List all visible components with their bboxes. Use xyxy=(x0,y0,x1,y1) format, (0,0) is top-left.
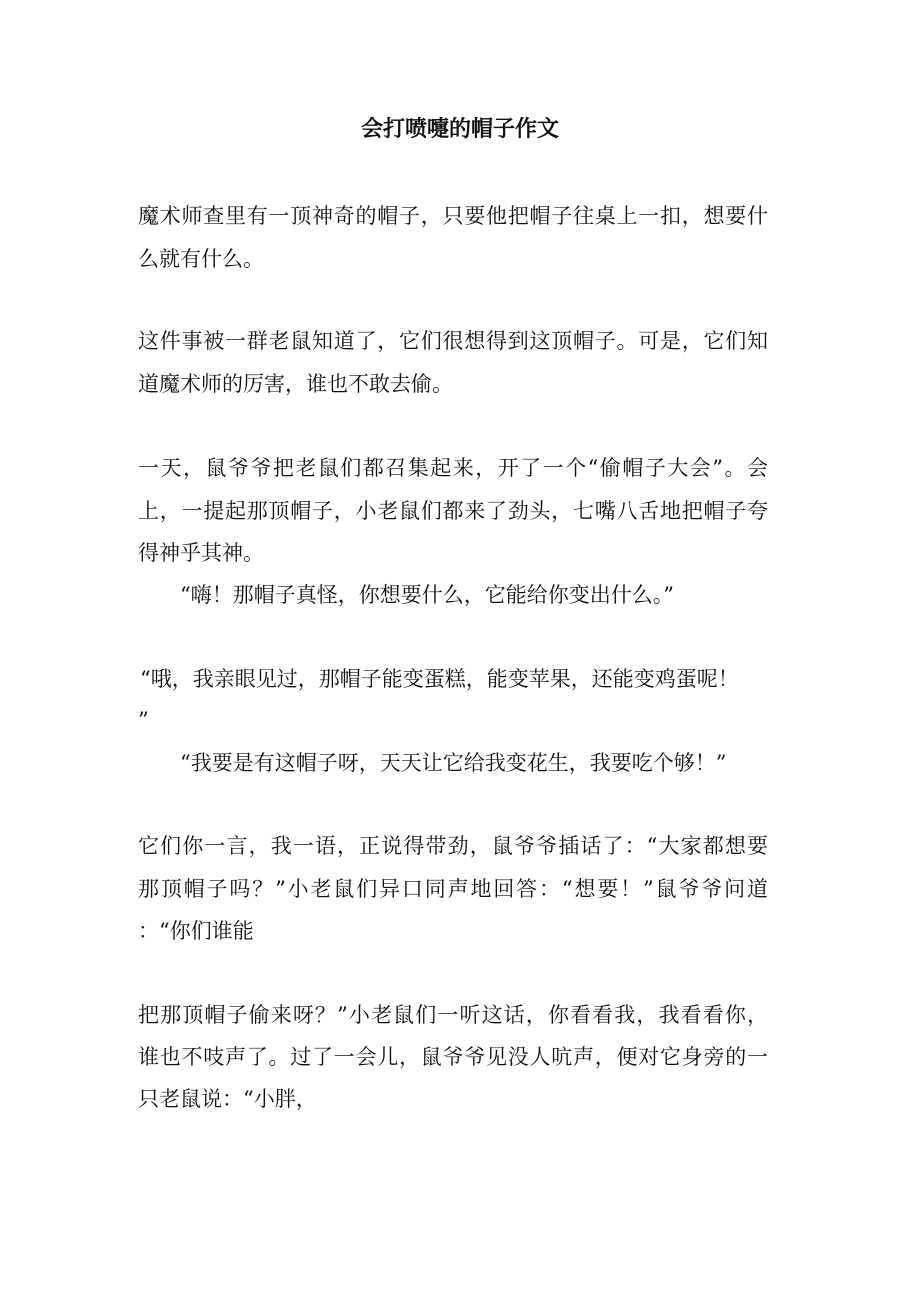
paragraph-line: “我要是有这帽子呀，天天让它给我变花生，我要吃个够！” xyxy=(180,751,727,775)
document-title: 会打喷嚏的帽子作文 xyxy=(360,116,559,142)
paragraph-line: 一天，鼠爷爷把老鼠们都召集起来，开了一个“偷帽子大会”。会 xyxy=(138,456,768,480)
paragraph-line: 把那顶帽子偷来呀？”小老鼠们一听这话，你看看我，我看看你， xyxy=(138,1003,768,1027)
paragraph-line: 上，一提起那顶帽子，小老鼠们都来了劲头，七嘴八舌地把帽子夸 xyxy=(138,499,768,523)
paragraph-line: 那顶帽子吗？”小老鼠们异口同声地回答：“想要！”鼠爷爷问道 xyxy=(138,877,768,901)
paragraph-line: 它们你一言，我一语，正说得带劲，鼠爷爷插话了：“大家都想要 xyxy=(138,834,768,858)
paragraph-line: ：“你们谁能 xyxy=(138,919,254,943)
paragraph-line: 魔术师查里有一顶神奇的帽子，只要他把帽子往桌上一扣，想要什 xyxy=(138,204,768,228)
paragraph-line: 得神乎其神。 xyxy=(138,541,264,565)
paragraph-line: 谁也不吱声了。过了一会儿，鼠爷爷见没人吭声，便对它身旁的一 xyxy=(138,1045,768,1069)
paragraph-line: “嗨！那帽子真怪，你想要什么，它能给你变出什么。” xyxy=(180,583,674,607)
paragraph-line: 道魔术师的厉害，谁也不敢去偷。 xyxy=(138,372,453,396)
paragraph-line: ” xyxy=(138,708,149,732)
paragraph-line: “哦，我亲眼见过，那帽子能变蛋糕，能变苹果，还能变鸡蛋呢！ xyxy=(140,667,739,691)
paragraph-line: 这件事被一群老鼠知道了，它们很想得到这顶帽子。可是，它们知 xyxy=(138,329,768,353)
paragraph-line: 只老鼠说：“小胖， xyxy=(138,1087,317,1111)
paragraph-line: 么就有什么。 xyxy=(138,247,264,271)
